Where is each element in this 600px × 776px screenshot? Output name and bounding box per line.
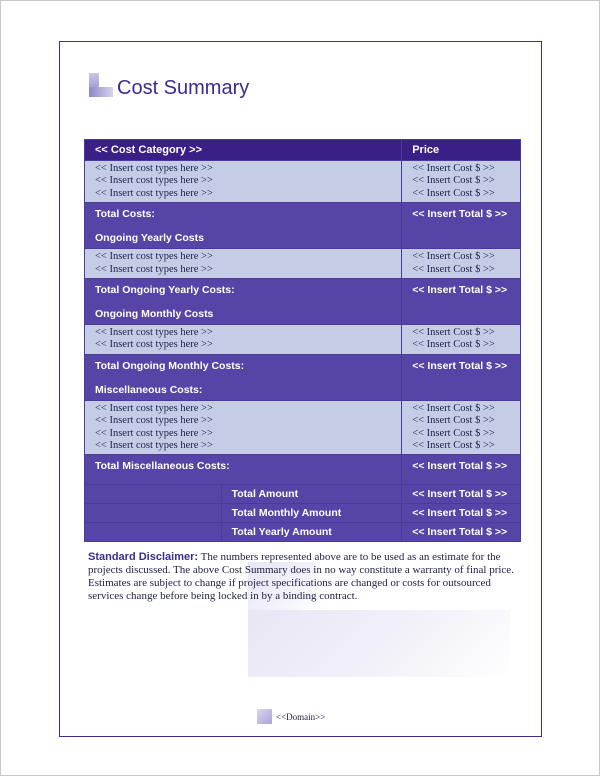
cost-type-placeholder: << Insert cost types here >> (95, 339, 213, 351)
cost-type-placeholder: << Insert cost types here >> (95, 175, 213, 187)
group-total-label-cell (85, 354, 402, 400)
cost-type-placeholder: << Insert cost types here >> (95, 163, 213, 174)
cost-type-placeholder: << Insert cost types here >> (95, 402, 213, 414)
group-total-label: Total Costs: (95, 208, 155, 221)
cost-types-cell (85, 400, 402, 455)
cost-type-placeholder: << Insert cost types here >> (95, 415, 213, 427)
summary-label: Total Monthly Amount (221, 504, 402, 523)
cost-price-placeholder: << Insert Cost $ >> (412, 415, 495, 427)
cost-price-placeholder: << Insert Cost $ >> (412, 187, 495, 199)
cost-type-placeholder: << Insert cost types here >> (95, 427, 213, 439)
cost-price-placeholder: << Insert Cost $ >> (412, 175, 495, 187)
section-heading: Ongoing Monthly Costs (95, 308, 214, 321)
summary-label: Total Amount (221, 485, 402, 504)
cost-price-placeholder: << Insert Cost $ >> (412, 339, 495, 351)
cost-price-placeholder: << Insert Cost $ >> (412, 251, 495, 263)
summary-value: << Insert Total $ >> (402, 485, 521, 504)
disclaimer-text: The numbers represented above are to be used as an estimate for the projects discussed. The above Cost Summary does in no way constitute a warranty of final price. Estimates are subject to change if project specifications are changed or costs for outsourced services change before being locked in by a binding contract. (88, 551, 514, 602)
standard-disclaimer (88, 551, 518, 603)
cost-price-placeholder: << Insert Cost $ >> (412, 163, 495, 174)
footer-logo-icon (257, 709, 272, 724)
summary-row (85, 504, 521, 523)
group-total-value: << Insert Total $ >> (402, 354, 521, 400)
group-total-row (85, 354, 521, 400)
group-total-value: << Insert Total $ >> (402, 279, 521, 325)
section-heading: Miscellaneous Costs: (95, 383, 203, 396)
summary-row (85, 523, 521, 542)
price-header: Price (402, 140, 521, 161)
cost-items-row (85, 249, 521, 279)
group-total-label: Total Miscellaneous Costs: (95, 460, 230, 473)
cost-type-placeholder: << Insert cost types here >> (95, 440, 213, 452)
summary-row (85, 485, 521, 504)
disclaimer-label: Standard Disclaimer: (88, 551, 199, 563)
cost-types-cell (85, 249, 402, 279)
group-total-row (85, 279, 521, 325)
group-total-row (85, 455, 521, 485)
group-total-value: << Insert Total $ >> (402, 203, 521, 249)
group-total-label: Total Ongoing Monthly Costs: (95, 359, 245, 372)
group-total-label: Total Ongoing Yearly Costs: (95, 284, 235, 297)
logo-icon (89, 73, 113, 97)
cost-category-header: << Cost Category >> (85, 140, 402, 161)
page-title: Cost Summary (117, 77, 250, 99)
summary-label: Total Yearly Amount (221, 523, 402, 542)
summary-value: << Insert Total $ >> (402, 523, 521, 542)
cost-type-placeholder: << Insert cost types here >> (95, 263, 213, 275)
cost-types-cell (85, 325, 402, 355)
table-header-row (85, 140, 521, 161)
cost-price-placeholder: << Insert Cost $ >> (412, 263, 495, 275)
cost-table (84, 139, 521, 542)
cost-price-placeholder: << Insert Cost $ >> (412, 327, 495, 339)
cost-prices-cell (402, 400, 521, 455)
cost-items-row (85, 161, 521, 203)
summary-value: << Insert Total $ >> (402, 504, 521, 523)
footer-domain: <<Domain>> (276, 712, 326, 722)
group-total-label-cell (85, 203, 402, 249)
cost-price-placeholder: << Insert Cost $ >> (412, 427, 495, 439)
summary-spacer (85, 485, 222, 504)
cost-price-placeholder: << Insert Cost $ >> (412, 402, 495, 414)
summary-spacer (85, 523, 222, 542)
cost-types-cell (85, 161, 402, 203)
cost-price-placeholder: << Insert Cost $ >> (412, 440, 495, 452)
summary-spacer (85, 504, 222, 523)
cost-prices-cell (402, 249, 521, 279)
cost-type-placeholder: << Insert cost types here >> (95, 251, 213, 263)
group-total-row (85, 203, 521, 249)
cost-type-placeholder: << Insert cost types here >> (95, 187, 213, 199)
cost-prices-cell (402, 161, 521, 203)
cost-items-row (85, 400, 521, 455)
cost-type-placeholder: << Insert cost types here >> (95, 327, 213, 339)
group-total-label-cell (85, 279, 402, 325)
section-heading: Ongoing Yearly Costs (95, 232, 204, 245)
group-total-label-cell (85, 455, 402, 485)
group-total-value: << Insert Total $ >> (402, 455, 521, 485)
cost-items-row (85, 325, 521, 355)
cost-prices-cell (402, 325, 521, 355)
